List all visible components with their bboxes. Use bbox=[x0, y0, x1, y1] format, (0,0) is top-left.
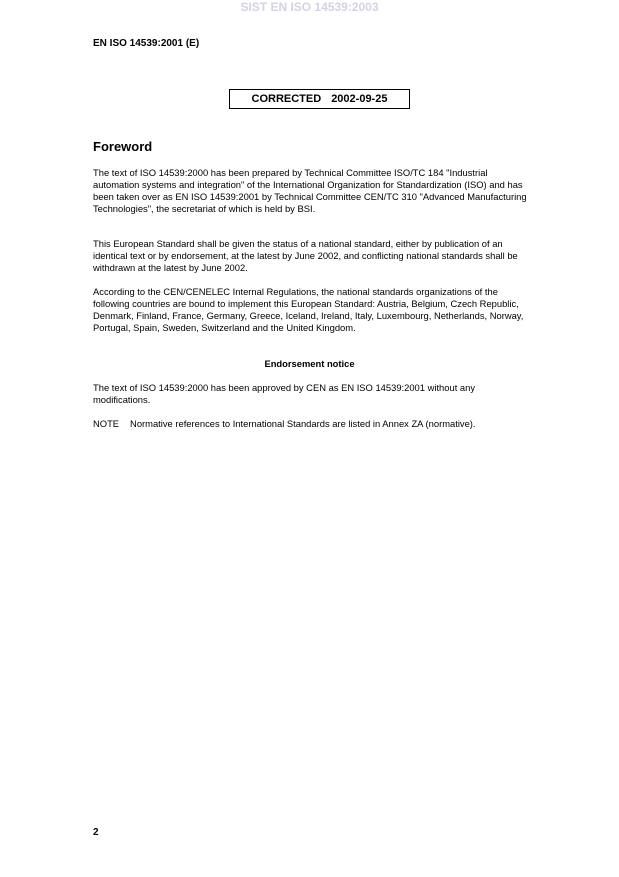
page-number: 2 bbox=[93, 827, 99, 838]
note bbox=[93, 418, 529, 430]
section-title-endorsement: Endorsement notice bbox=[264, 358, 355, 369]
corrected-label: CORRECTED bbox=[251, 93, 322, 105]
corrected-date: 2002-09-25 bbox=[331, 93, 388, 105]
note-text: Normative references to International Standards are listed in Annex ZA (normative). bbox=[130, 418, 476, 429]
foreword-paragraph: This European Standard shall be given the status of a national standard, either by publication of an identical text or by endorsement, at the latest by June 2002, and conflicting national standards shall be withdrawn at the latest by June 2002. bbox=[93, 238, 518, 273]
endorsement-paragraph: The text of ISO 14539:2000 has been approved by CEN as EN ISO 14539:2001 without any modifications. bbox=[93, 382, 476, 405]
watermark-text: SIST EN ISO 14539:2003 bbox=[240, 0, 379, 14]
section-title-foreword: Foreword bbox=[93, 139, 153, 154]
note-label: NOTE bbox=[93, 418, 120, 429]
foreword-paragraph: The text of ISO 14539:2000 has been prepared by Technical Committee ISO/TC 184 "Industrial automation systems and integration" of the International Organization for Standardization (ISO) and has been taken over as EN ISO 14539:2001 by Technical Committee CEN/TC 310 "Advanced Manufacturing Technologies", the secretariat of which is held by BSI. bbox=[93, 167, 527, 214]
foreword-paragraph: According to the CEN/CENELEC Internal Regulations, the national standards organizations of the following countries are bound to implement this European Standard: Austria, Belgium, Czech Republic, Denmark, Finland, France, Germany, Greece, Iceland, Ireland, Italy, Luxembourg, Netherlands, Norway, Portugal, Spain, Sweden, Switzerland and the United Kingdom. bbox=[93, 286, 524, 333]
corrected-stamp bbox=[229, 89, 410, 109]
document-id: EN ISO 14539:2001 (E) bbox=[93, 38, 200, 49]
